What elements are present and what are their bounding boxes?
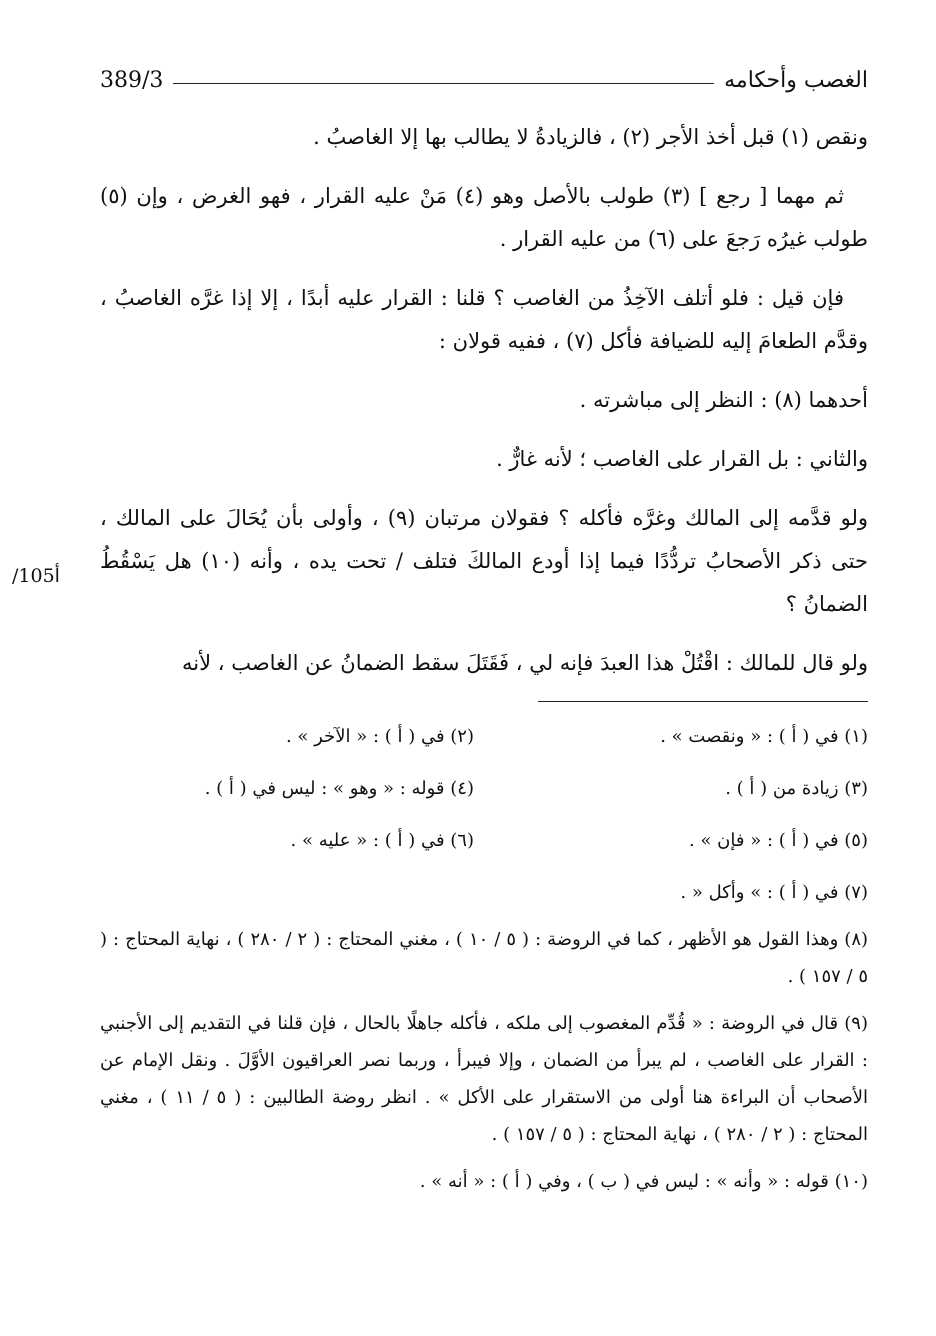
paragraph: ونقص (١) قبل أخذ الأجر (٢) ، فالزيادةُ لا يطالب بها إلا الغاصبُ . bbox=[313, 125, 868, 149]
paragraph: فإن قيل : فلو أتلف الآخِذُ من الغاصب ؟ قلنا : القرار عليه أبدًا ، إلا إذا غرَّه الغاصبُ ، وقدَّم الطعامَ إليه للضيافة فأكل (٧) ، ففيه قولان : bbox=[100, 286, 868, 353]
footnote: (٤) قوله : « وهو » : ليس في ( أ ) . bbox=[204, 778, 474, 799]
footnotes-short bbox=[100, 722, 868, 856]
paragraph: ولو قدَّمه إلى المالك وغرَّه فأكله ؟ فقولان مرتبان (٩) ، وأولى بأن يُحَالَ على المالك ، حتى ذكر الأصحابُ تردُّدًا فيما إذا أودع المالكَ فتلف / تحت يده ، وأنه (١٠) هل يَسْقُطُ الضمانُ ؟ bbox=[100, 506, 868, 616]
paragraph: ثم مهما [ رجع ] (٣) طولب بالأصل وهو (٤) مَنْ عليه القرار ، فهو الغرض ، وإن (٥) طولب غيرُه رَجعَ على (٦) من عليه القرار . bbox=[100, 184, 868, 251]
manuscript-folio-marker: /105أ bbox=[12, 565, 60, 587]
footnote: (٧) في ( أ ) : » وأكل « . bbox=[680, 882, 868, 903]
footnote: (٢) في ( أ ) : « الآخر » . bbox=[285, 726, 474, 747]
chapter-title: الغصب وأحكامه bbox=[724, 67, 868, 93]
header-rule bbox=[173, 83, 714, 84]
paragraph: والثاني : بل القرار على الغاصب ؛ لأنه غارٌّ . bbox=[496, 447, 868, 471]
page-number: 389/3 bbox=[100, 67, 164, 93]
footnote: (١٠) قوله : « وأنه » : ليس في ( ب ) ، وفي ( أ ) : « أنه » . bbox=[419, 1171, 868, 1192]
footnote: (٣) زيادة من ( أ ) . bbox=[725, 778, 868, 799]
paragraph: ولو قال للمالك : اقْتُلْ هذا العبدَ فإنه لي ، فَقَتَلَ سقط الضمانُ عن الغاصب ، لأنه bbox=[182, 651, 868, 675]
footnote: (٩) قال في الروضة : « قُدِّم المغصوب إلى ملكه ، فأكله جاهلًا بالحال ، فإن قلنا في التقديم إلى الأجنبي : القرار على الغاصب ، لم يبرأ من الضمان ، وإلا فيبرأ ، وربما نصر العراقيون الأوَّلَ . ونقل الإمام عن الأصحاب أن البراءة هنا أولى من الاستقرار على الأكل » . انظر روضة الطالبين : ( ٥ / ١١ ) ، مغني المحتاج : ( ٢ / ٢٨٠ ) ، نهاية المحتاج : ( ٥ / ١٥٧ ) . bbox=[100, 1013, 868, 1145]
main-text bbox=[100, 116, 868, 685]
footnotes-long bbox=[100, 874, 868, 1200]
footnote: (٥) في ( أ ) : « فإن » . bbox=[689, 830, 868, 851]
footnote: (١) في ( أ ) : « ونقصت » . bbox=[660, 726, 868, 747]
footnote-separator bbox=[538, 701, 868, 702]
footnote: (٦) في ( أ ) : « عليه » . bbox=[290, 830, 474, 851]
running-header bbox=[100, 60, 868, 100]
paragraph: أحدهما (٨) : النظر إلى مباشرته . bbox=[579, 388, 868, 412]
book-page bbox=[12, 60, 869, 1310]
footnote: (٨) وهذا القول هو الأظهر ، كما في الروضة : ( ٥ / ١٠ ) ، مغني المحتاج : ( ٢ / ٢٨٠ ) ، نهاية المحتاج : ( ٥ / ١٥٧ ) . bbox=[100, 929, 869, 987]
